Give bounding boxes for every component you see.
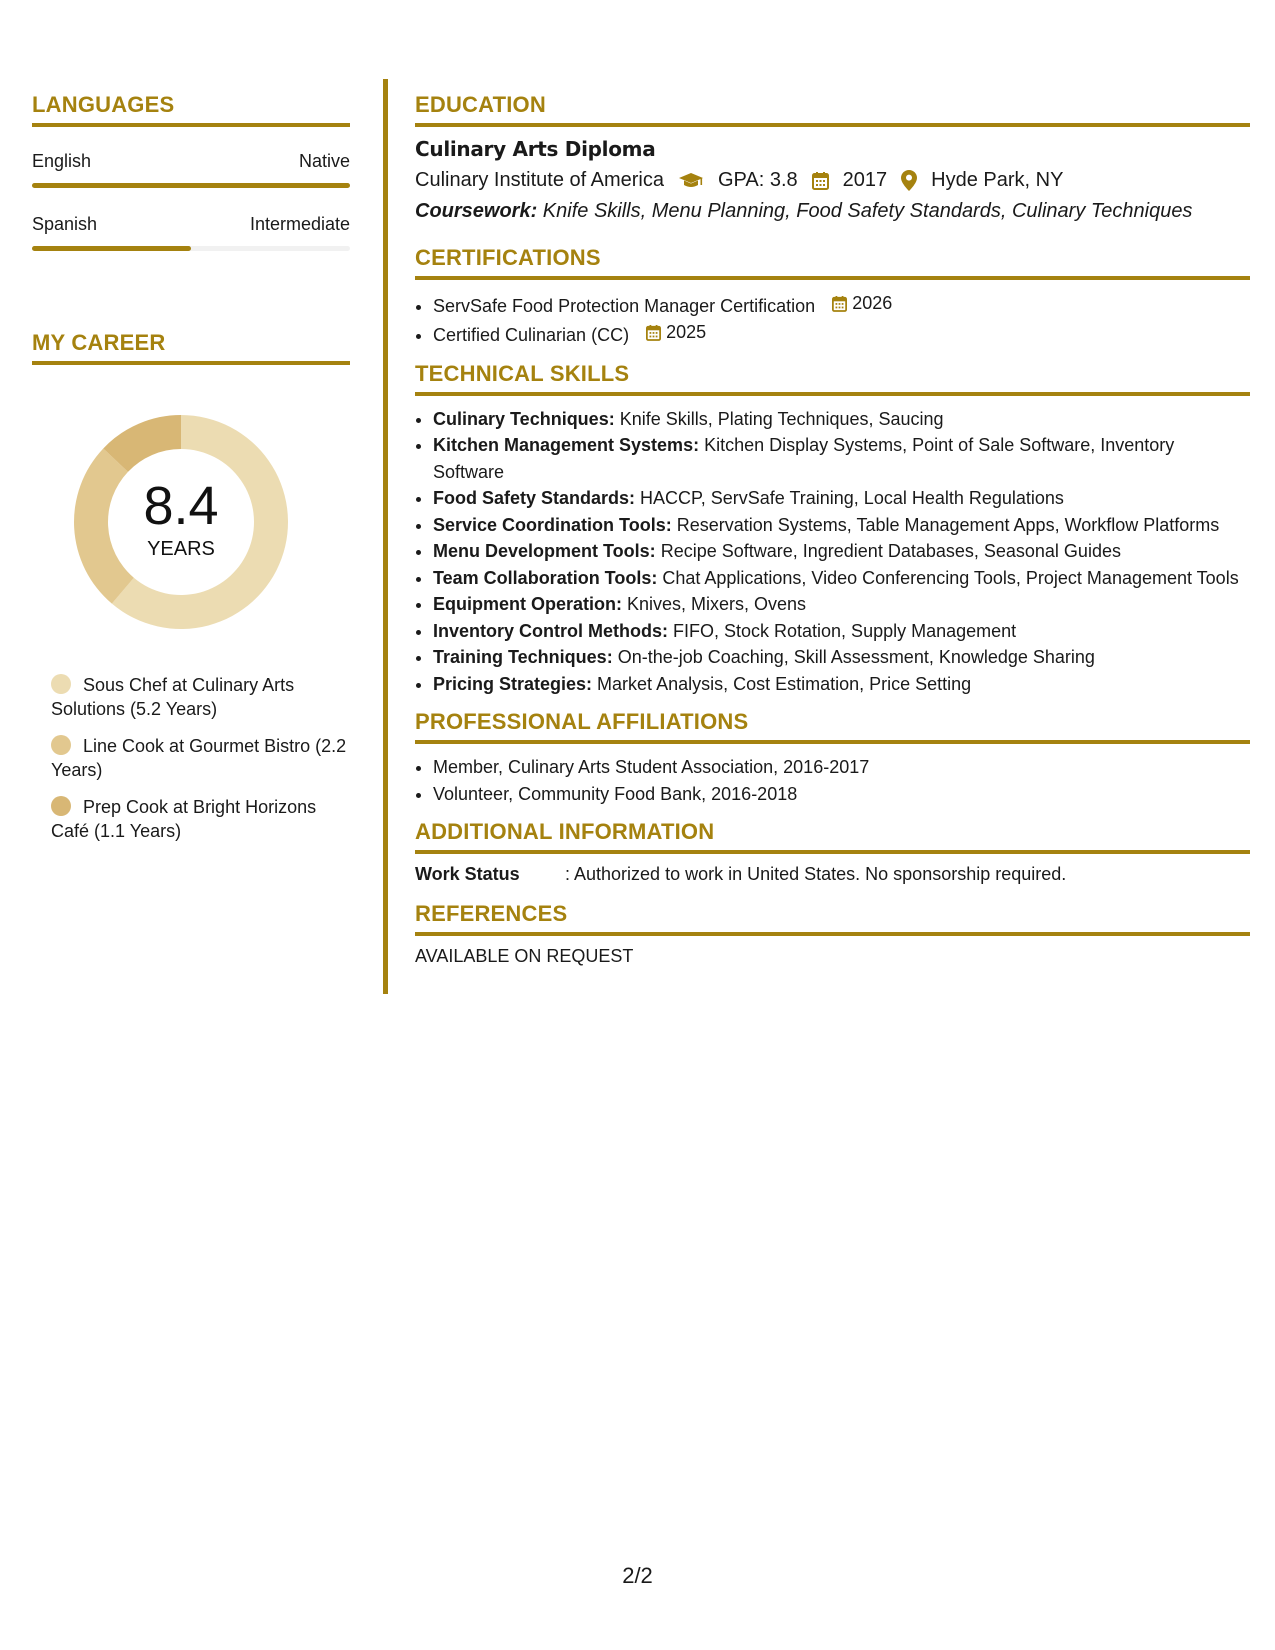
certifications-section (415, 245, 1250, 349)
career-total-years: 8.4 (143, 475, 219, 536)
language-proficiency-fill (32, 183, 350, 188)
list-item: • Inventory Control Methods: FIFO, Stock Rotation, Supply Management (433, 618, 1250, 645)
work-status-row (415, 864, 1250, 885)
language-level: Native (298, 151, 350, 171)
affiliations-section (415, 709, 1250, 807)
list-item: • Menu Development Tools: Recipe Software, Ingredient Databases, Seasonal Guides (433, 538, 1250, 565)
legend-dot (51, 796, 71, 816)
education-title: EDUCATION (415, 92, 1250, 127)
affiliations-title: PROFESSIONAL AFFILIATIONS (415, 709, 1250, 744)
language-item-spanish (32, 214, 350, 251)
skills-list (415, 406, 1250, 698)
calendar-icon (832, 295, 847, 312)
skills-title: TECHNICAL SKILLS (415, 361, 1250, 396)
education-location: Hyde Park, NY (931, 169, 1064, 191)
list-item: • Food Safety Standards: HACCP, ServSafe Training, Local Health Regulations (433, 485, 1250, 512)
language-name: Spanish (32, 214, 98, 234)
graduation-cap-icon (678, 172, 704, 190)
career-legend (32, 673, 350, 843)
language-proficiency-bar (32, 183, 350, 188)
list-item: • ServSafe Food Protection Manager Certification 2026 (433, 290, 1250, 319)
certifications-list (415, 290, 1250, 349)
list-item: • Member, Culinary Arts Student Association, 2016-2017 (433, 754, 1250, 781)
affiliations-list (415, 754, 1250, 807)
career-title: MY CAREER (32, 330, 350, 365)
education-section (415, 92, 1250, 223)
list-item: • Volunteer, Community Food Bank, 2016-2018 (433, 781, 1250, 808)
calendar-icon (812, 171, 829, 190)
career-total-unit: YEARS (147, 537, 215, 560)
right-column (415, 92, 1250, 967)
language-name: English (32, 151, 92, 171)
career-legend-item: Prep Cook at Bright Horizons Café (1.1 Years) (51, 797, 317, 841)
left-column (32, 92, 350, 856)
language-level: Intermediate (249, 214, 350, 234)
list-item: • Training Techniques: On-the-job Coaching, Skill Assessment, Knowledge Sharing (433, 644, 1250, 671)
legend-dot (51, 735, 71, 755)
list-item: • Service Coordination Tools: Reservation Systems, Table Management Apps, Workflow Platforms (433, 512, 1250, 539)
career-legend-item: Sous Chef at Culinary Arts Solutions (5.2 Years) (51, 675, 295, 719)
education-school: Culinary Institute of America (415, 169, 664, 191)
language-proficiency-fill (32, 246, 191, 251)
references-title: REFERENCES (415, 901, 1250, 936)
education-coursework: Coursework: Knife Skills, Menu Planning, Food Safety Standards, Culinary Techniques (415, 200, 1193, 222)
column-divider (383, 79, 388, 994)
career-donut-chart (66, 407, 296, 637)
career-legend-item: Line Cook at Gourmet Bistro (2.2 Years) (51, 736, 347, 780)
education-year: 2017 (842, 169, 888, 191)
list-item: • Pricing Strategies: Market Analysis, Cost Estimation, Price Setting (433, 671, 1250, 698)
education-gpa: GPA: 3.8 (718, 169, 798, 191)
list-item: • Certified Culinarian (CC) 2025 (433, 319, 1250, 348)
references-text: AVAILABLE ON REQUEST (415, 946, 634, 966)
legend-dot (51, 674, 71, 694)
list-item: • Culinary Techniques: Knife Skills, Plating Techniques, Saucing (433, 406, 1250, 433)
location-pin-icon (901, 170, 917, 191)
languages-title: LANGUAGES (32, 92, 350, 127)
calendar-icon (646, 324, 661, 341)
education-degree: Culinary Arts Diploma (415, 137, 656, 161)
skills-section (415, 361, 1250, 698)
additional-info-title: ADDITIONAL INFORMATION (415, 819, 1250, 854)
list-item: • Team Collaboration Tools: Chat Applications, Video Conferencing Tools, Project Management Tools (433, 565, 1250, 592)
language-proficiency-bar (32, 246, 350, 251)
language-item-english (32, 151, 350, 188)
work-status-value: : Authorized to work in United States. No sponsorship required. (565, 864, 1067, 884)
list-item: • Kitchen Management Systems: Kitchen Display Systems, Point of Sale Software, Inventory Software (433, 432, 1250, 485)
list-item: • Equipment Operation: Knives, Mixers, Ovens (433, 591, 1250, 618)
certifications-title: CERTIFICATIONS (415, 245, 1250, 280)
references-section (415, 901, 1250, 967)
page-number: 2/2 (622, 1563, 653, 1588)
work-status-label: Work Status (415, 864, 520, 884)
additional-info-section (415, 819, 1250, 885)
